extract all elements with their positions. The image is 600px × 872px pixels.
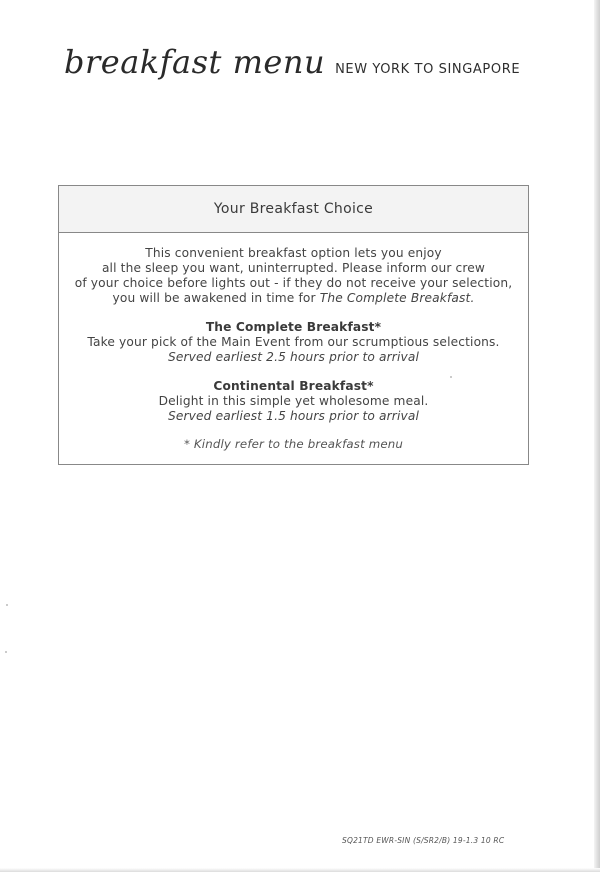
intro-line-4-emphasis: The Complete Breakfast. [319, 291, 475, 305]
page-edge-shadow [594, 0, 600, 872]
option-complete-description: Take your pick of the Main Event from our scrumptious selections. [87, 335, 500, 349]
breakfast-choice-box [58, 185, 529, 465]
option-continental-name: Continental Breakfast* [213, 379, 374, 393]
option-complete-name: The Complete Breakfast* [205, 320, 382, 334]
menu-code: SQ21TD EWR-SIN (S/SR2/B) 19-1.3 10 RC [342, 836, 505, 845]
paper-speck [6, 604, 8, 606]
paper-speck [5, 651, 7, 653]
option-complete-timing: Served earliest 2.5 hours prior to arrival [167, 350, 420, 364]
intro-line-3: of your choice before lights out - if they do not receive your selection, [74, 276, 513, 290]
page-bottom-edge [0, 868, 600, 872]
footnote: * Kindly refer to the breakfast menu [183, 437, 404, 451]
menu-header [64, 43, 521, 81]
route-title: NEW YORK TO SINGAPORE [335, 62, 521, 77]
choice-box-header [59, 186, 528, 233]
option-continental-timing: Served earliest 1.5 hours prior to arrival [167, 409, 420, 423]
intro-line-2: all the sleep you want, uninterrupted. Please inform our crew [101, 261, 486, 275]
intro-line-4-prefix: you will be awakened in time for [112, 291, 320, 305]
choice-box-body [59, 233, 528, 452]
paper-speck [450, 376, 452, 378]
intro-line-4 [59, 291, 528, 306]
choice-box-title: Your Breakfast Choice [213, 201, 374, 217]
option-continental-description: Delight in this simple yet wholesome meal. [158, 394, 429, 408]
brand-script-title: breakfast menu [64, 43, 326, 81]
intro-line-1: This convenient breakfast option lets you enjoy [145, 246, 442, 260]
